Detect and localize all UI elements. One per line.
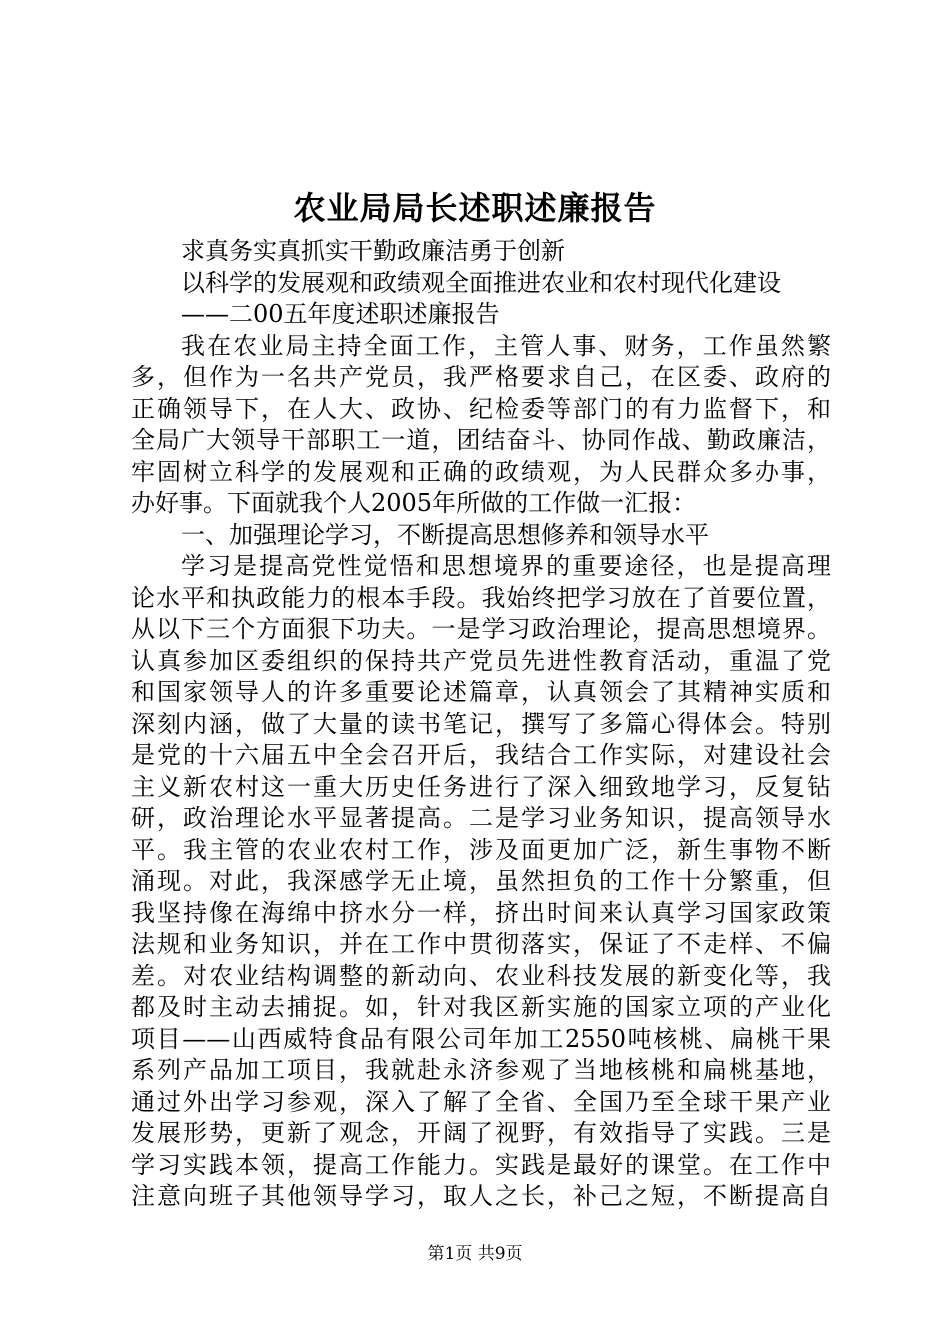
text-line: ——二00五年度述职述廉报告 <box>181 300 500 328</box>
text-line: 求真务实真抓实干勤政廉洁勇于创新 <box>181 237 565 265</box>
text-line: 涌现。对此，我深感学无止境，虽然担负的工作十分繁重，但 <box>131 867 831 895</box>
text-line: 我在农业局主持全面工作，主管人事、财务，工作虽然繁 <box>181 331 831 360</box>
text-line: 都及时主动去捕捉。如，针对我区新实施的国家立项的产业化 <box>131 993 831 1021</box>
text-line: 主义新农村这一重大历史任务进行了深入细致地学习，反复钻 <box>131 772 831 801</box>
text-line: 项目——山西威特食品有限公司年加工2550吨核桃、扁桃干果 <box>131 1024 831 1053</box>
text-line: 学习是提高党性觉悟和思想境界的重要途径，也是提高理 <box>181 552 831 580</box>
text-line: 我坚持像在海绵中挤水分一样，挤出时间来认真学习国家政策 <box>131 898 831 927</box>
text-line: 法规和业务知识，并在工作中贯彻落实，保证了不走样、不偏 <box>131 930 831 958</box>
text-line: 通过外出学习参观，深入了解了全省、全国乃至全球干果产业 <box>131 1087 831 1116</box>
text-line: 是党的十六届五中全会召开后，我结合工作实际，对建设社会 <box>131 741 831 769</box>
text-line: 差。对农业结构调整的新动向、农业科技发展的新变化等，我 <box>131 961 831 990</box>
text-line: 研，政治理论水平显著提高。二是学习业务知识，提高领导水 <box>131 804 831 832</box>
text-line: 论水平和执政能力的根本手段。我始终把学习放在了首要位置， <box>131 583 831 612</box>
text-line: 注意向班子其他领导学习，取人之长，补己之短，不断提高自 <box>131 1182 831 1210</box>
text-line: 从以下三个方面狠下功夫。一是学习政治理论，提高思想境界。 <box>131 615 831 643</box>
text-line: 发展形势，更新了观念，开阔了视野，有效指导了实践。三是 <box>131 1119 831 1147</box>
page-footer: 第1页 共9页 <box>427 1244 523 1264</box>
text-line: 学习实践本领，提高工作能力。实践是最好的课堂。在工作中 <box>131 1150 831 1179</box>
text-line: 深刻内涵，做了大量的读书笔记，撰写了多篇心得体会。特别 <box>131 709 831 738</box>
document-title: 农业局局长述职述廉报告 <box>293 189 657 227</box>
text-line: 和国家领导人的许多重要论述篇章，认真领会了其精神实质和 <box>131 678 831 706</box>
text-line: 系列产品加工项目，我就赴永济参观了当地核桃和扁桃基地， <box>131 1056 831 1084</box>
text-line: 平。我主管的农业农村工作，涉及面更加广泛，新生事物不断 <box>131 835 831 864</box>
text-line: 正确领导下，在人大、政协、纪检委等部门的有力监督下，和 <box>131 394 831 423</box>
text-line: 以科学的发展观和政绩观全面推进农业和农村现代化建设 <box>181 268 781 297</box>
text-line: 办好事。下面就我个人2005年所做的工作做一汇报： <box>131 489 697 517</box>
text-line: 牢固树立科学的发展观和正确的政绩观，为人民群众多办事， <box>131 457 831 486</box>
document-body <box>131 236 831 1213</box>
text-line: 多，但作为一名共产党员，我严格要求自己，在区委、政府的 <box>131 363 831 391</box>
text-line: 认真参加区委组织的保持共产党员先进性教育活动，重温了党 <box>131 646 831 675</box>
text-line: 一、加强理论学习，不断提高思想修养和领导水平 <box>181 520 709 549</box>
text-line: 全局广大领导干部职工一道，团结奋斗、协同作战、勤政廉洁， <box>131 426 831 454</box>
